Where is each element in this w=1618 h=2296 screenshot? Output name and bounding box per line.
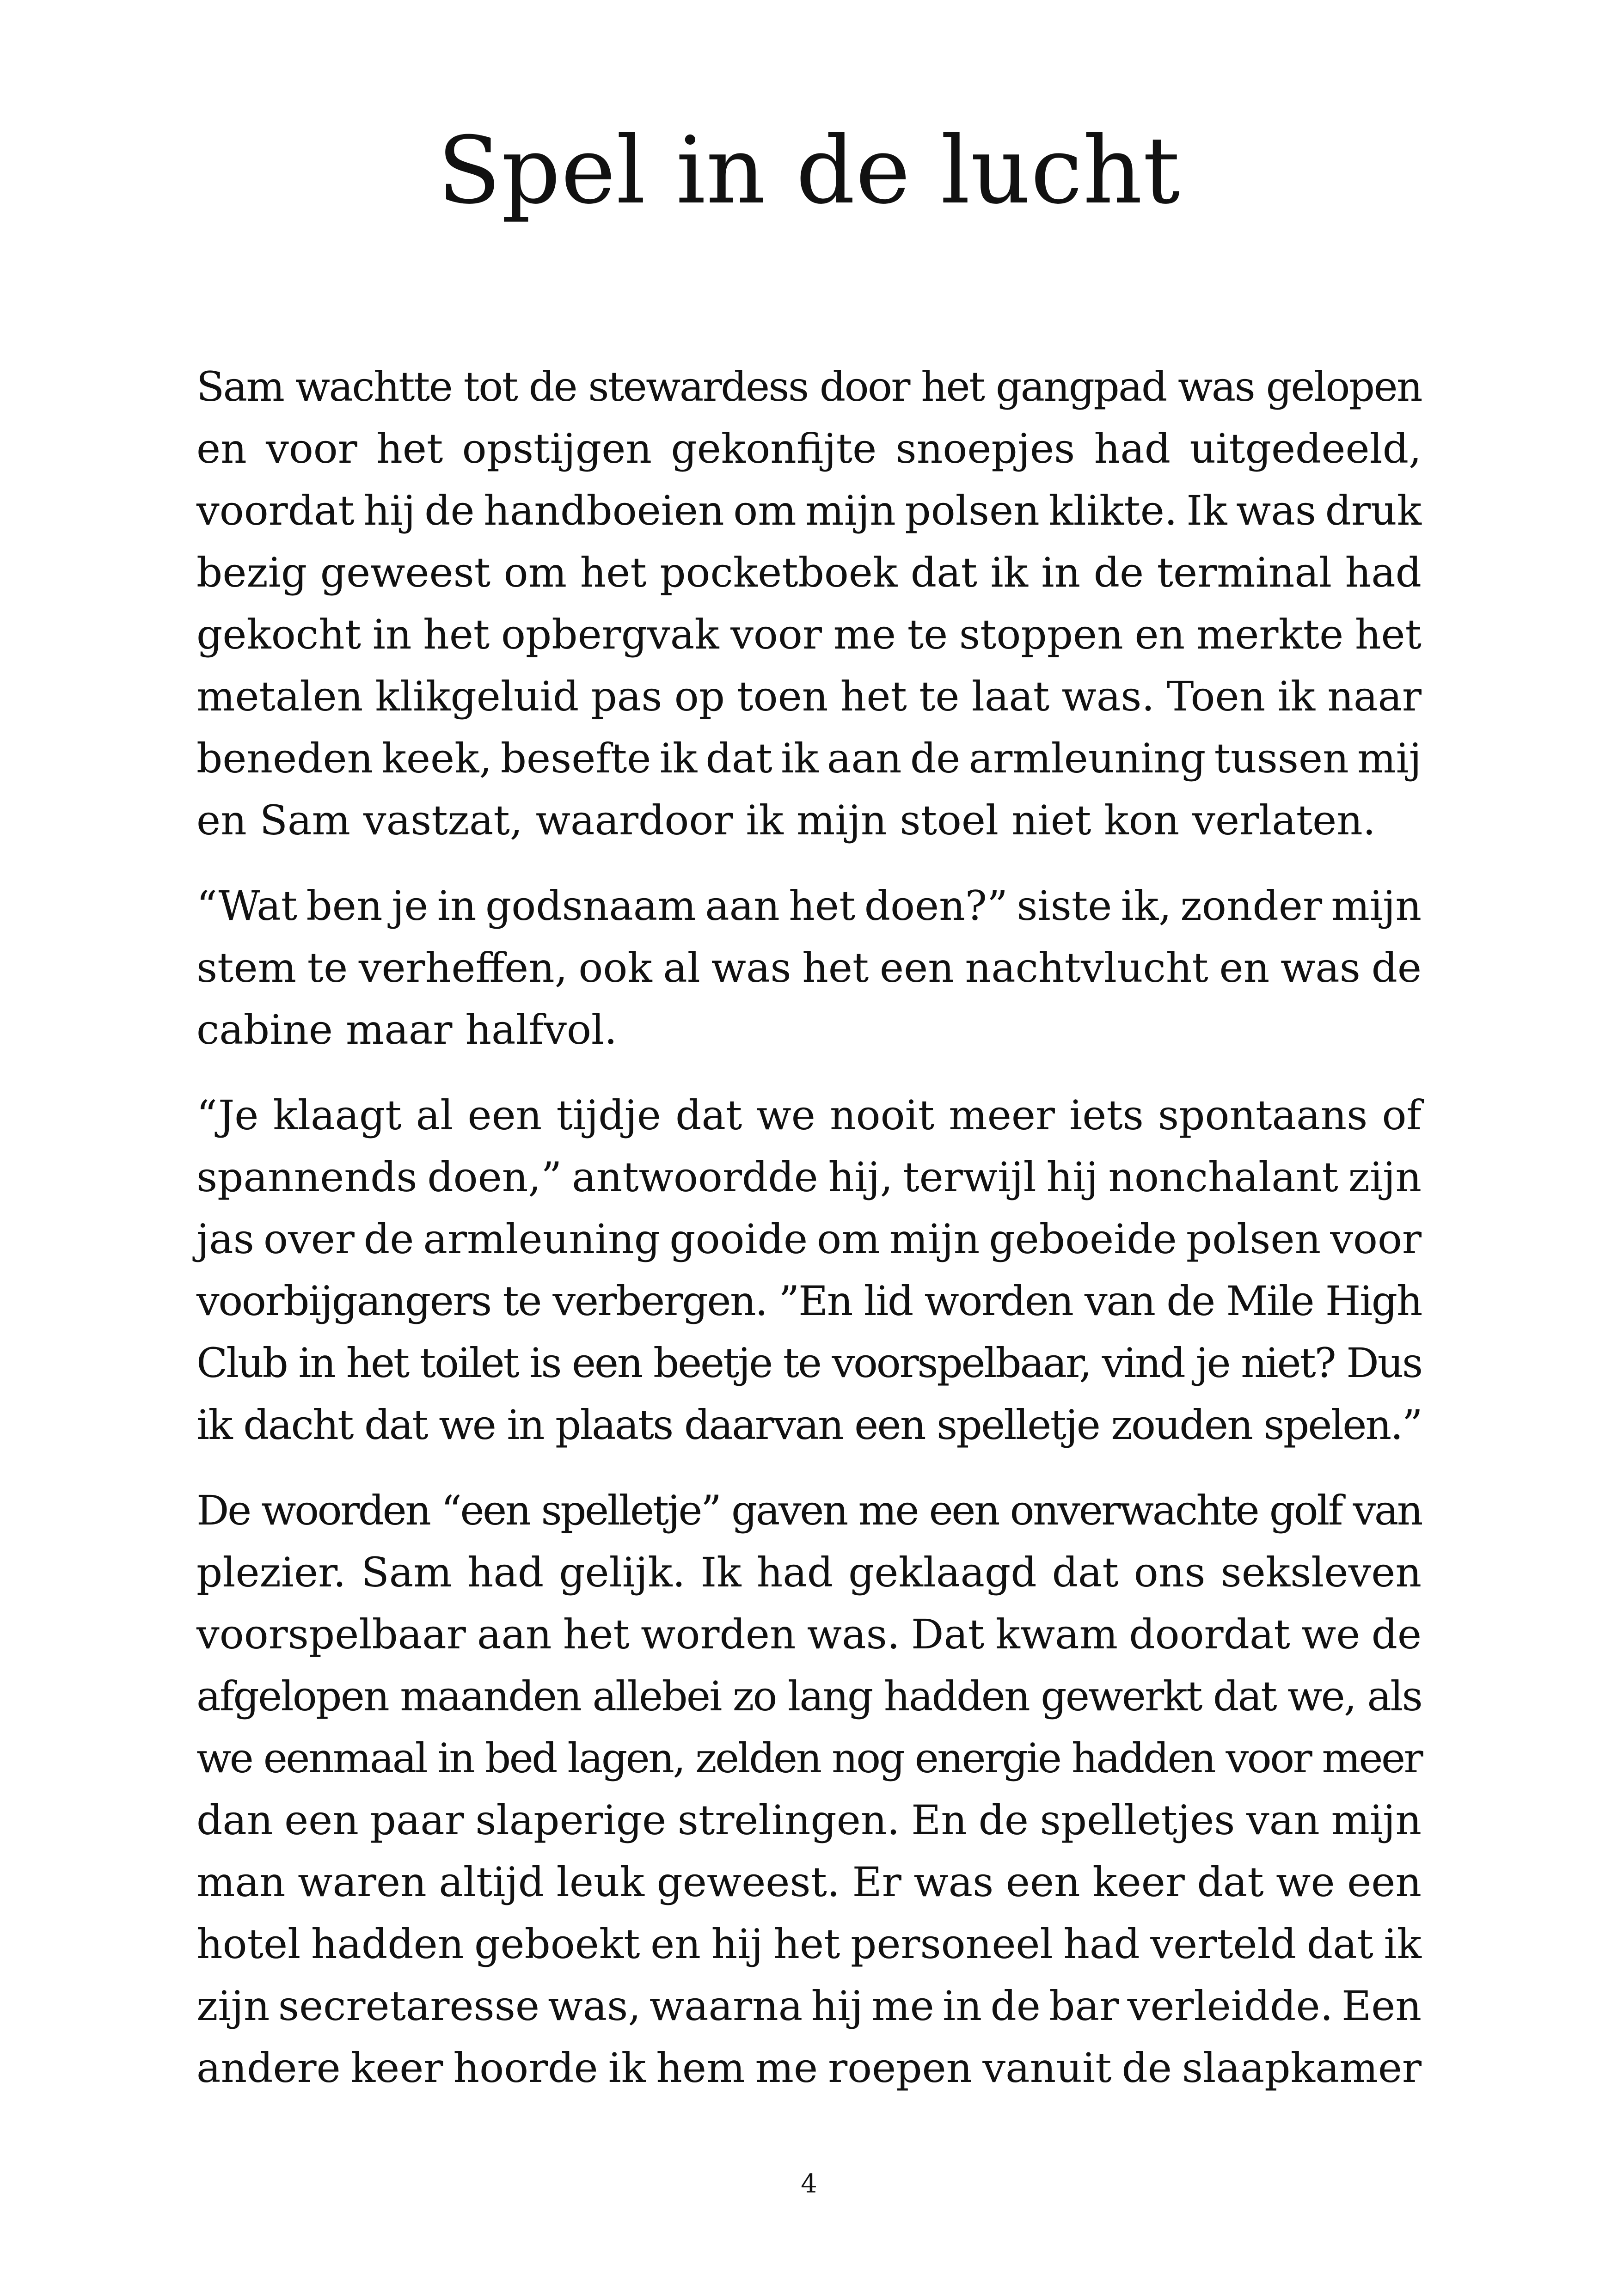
text-line: gekocht in het opbergvak voor me te stoppen en merkte het	[196, 611, 1422, 658]
text-line: we eenmaal in bed lagen, zelden nog energie hadden voor meer	[196, 1734, 1422, 1782]
text-line: andere keer hoorde ik hem me roepen vanuit de slaapkamer	[196, 2044, 1422, 2092]
text-line: dan een paar slaperige strelingen. En de spelletjes van mijn	[196, 1796, 1422, 1844]
text-line: Sam wachtte tot de stewardess door het gangpad was gelopen	[196, 363, 1422, 410]
text-line: voordat hij de handboeien om mijn polsen klikte. Ik was druk	[196, 487, 1422, 534]
text-line: “Je klaagt al een tijdje dat we nooit meer iets spontaans of	[196, 1091, 1422, 1139]
text-line: bezig geweest om het pocketboek dat ik in de terminal had	[196, 549, 1422, 596]
text-line: stem te verheffen, ook al was het een nachtvlucht en was de	[196, 944, 1422, 992]
text-line: en Sam vastzat, waardoor ik mijn stoel niet kon verlaten.	[196, 796, 1376, 844]
paragraph-1	[196, 356, 1422, 851]
text-line: en voor het opstijgen gekonfijte snoepjes had uitgedeeld,	[196, 425, 1422, 472]
text-line: afgelopen maanden allebei zo lang hadden gewerkt dat we, als	[196, 1672, 1422, 1720]
text-line: spannends doen,” antwoordde hij, terwijl hij nonchalant zijn	[196, 1153, 1422, 1201]
paragraph-4	[196, 1480, 1422, 2099]
text-line: cabine maar halfvol.	[196, 1006, 618, 1053]
text-line: zijn secretaresse was, waarna hij me in de bar verleidde. Een	[196, 1982, 1422, 2030]
text-line: hotel hadden geboekt en hij het personeel had verteld dat ik	[196, 1920, 1422, 1968]
body-text	[196, 356, 1422, 2123]
text-line: voorspelbaar aan het worden was. Dat kwam doordat we de	[196, 1610, 1422, 1658]
text-line: metalen klikgeluid pas op toen het te laat was. Toen ik naar	[196, 673, 1422, 720]
text-line: plezier. Sam had gelijk. Ik had geklaagd dat ons seksleven	[196, 1549, 1422, 1596]
text-line: jas over de armleuning gooide om mijn geboeide polsen voor	[196, 1215, 1422, 1263]
text-line: ik dacht dat we in plaats daarvan een spelletje zouden spelen.”	[196, 1401, 1422, 1449]
text-line: man waren altijd leuk geweest. Er was een keer dat we een	[196, 1858, 1422, 1906]
text-line: voorbijgangers te verbergen. ”En lid worden van de Mile High	[196, 1277, 1422, 1325]
paragraph-3	[196, 1084, 1422, 1456]
page-number: 4	[801, 2169, 817, 2199]
text-line: Club in het toilet is een beetje te voorspelbaar, vind je niet? Dus	[196, 1339, 1422, 1387]
text-line: beneden keek, besefte ik dat ik aan de armleuning tussen mij	[196, 735, 1422, 782]
text-line: “Wat ben je in godsnaam aan het doen?” siste ik, zonder mijn	[196, 882, 1422, 930]
chapter-title: Spel in de lucht	[437, 117, 1181, 225]
paragraph-2	[196, 875, 1422, 1061]
text-line: De woorden “een spelletje” gaven me een onverwachte golf van	[196, 1487, 1422, 1534]
